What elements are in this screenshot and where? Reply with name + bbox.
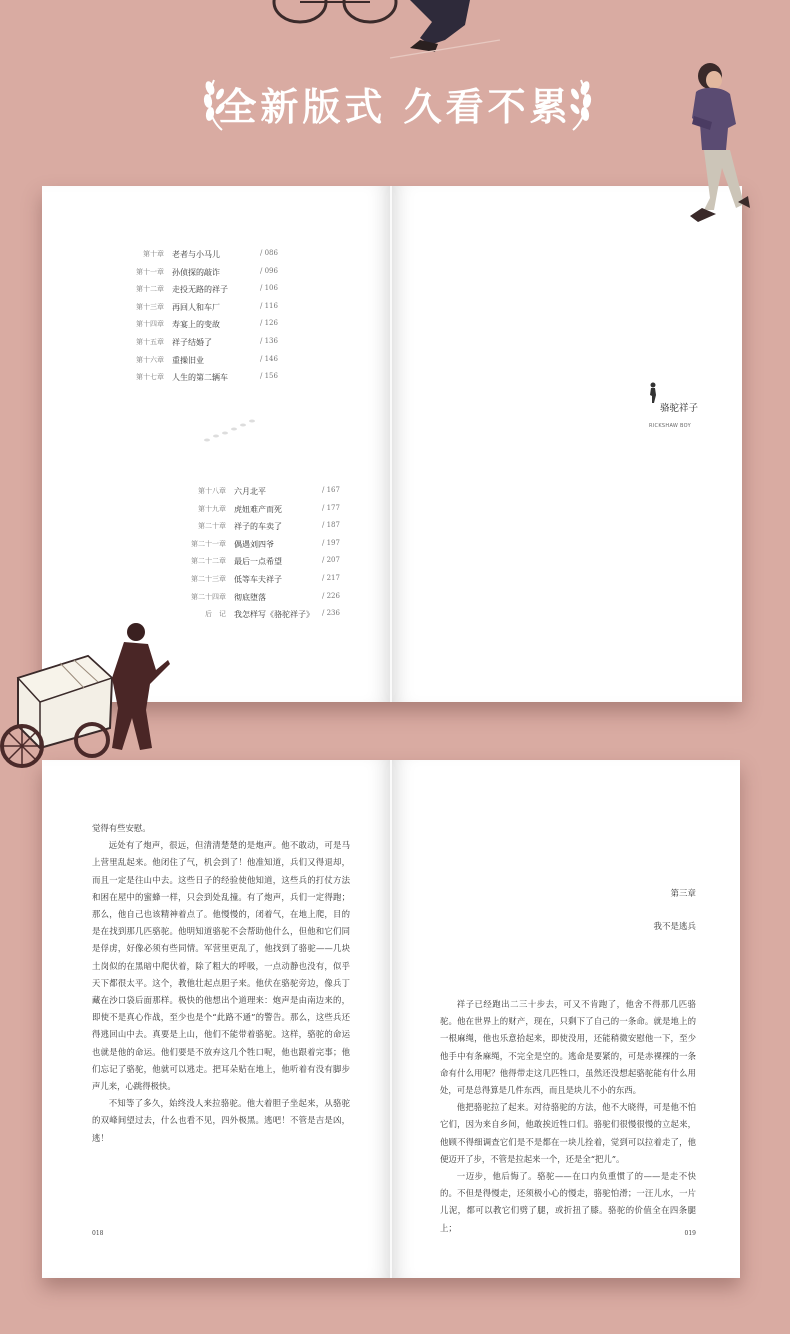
toc-row: [198, 521, 340, 532]
toc-row: [191, 591, 340, 603]
body-paragraph: 觉得有些安慰。: [92, 823, 151, 833]
rickshaw-cart-illustration: [0, 618, 175, 778]
toc-chapter-title: 老者与小马儿: [172, 250, 220, 259]
toc-row: [136, 354, 278, 366]
toc-chapter-number: 第二十章: [198, 522, 226, 531]
toc-chapter-title: 人生的第二辆车: [172, 373, 228, 383]
toc-page-number: / 236: [322, 609, 340, 618]
laurel-right-icon: [565, 74, 595, 134]
toc-row: [191, 574, 340, 585]
toc-chapter-number: 第十五章: [136, 338, 164, 346]
toc-chapter-number: 第十二章: [136, 285, 164, 294]
toc-page-number: / 177: [322, 503, 340, 512]
toc-row: [136, 284, 278, 295]
toc-chapter-title: 孙侦探的敲诈: [172, 267, 220, 277]
toc-chapter-number: 第十九章: [198, 504, 226, 513]
left-page-number: 018: [92, 1230, 104, 1237]
banner-title: 全新版式 久看不累: [218, 85, 572, 129]
toc-row: [143, 249, 278, 260]
toc-page-number: / 187: [322, 521, 340, 530]
toc-chapter-number: 第十七章: [136, 373, 164, 382]
toc-page-number: / 167: [322, 486, 340, 494]
left-page-text: [92, 820, 350, 1147]
book-subtitle: RICKSHAW BOY: [649, 423, 691, 429]
toc-chapter-title: 重操旧业: [172, 355, 204, 365]
toc-chapter-number: 第十三章: [136, 302, 164, 311]
toc-page-number: / 136: [260, 337, 278, 345]
text-left-page: [42, 760, 390, 1278]
toc-chapter-title: 我怎样写《骆驼祥子》: [234, 610, 314, 620]
toc-page-number: / 086: [260, 249, 278, 257]
toc-chapter-title: 祥子结婚了: [172, 338, 212, 347]
toc-chapter-number: 第十章: [143, 250, 164, 258]
toc-chapter-number: 后 记: [205, 610, 226, 619]
toc-chapter-number: 第十六章: [136, 355, 164, 364]
toc-chapter-number: 第十四章: [136, 320, 164, 329]
toc-chapter-title: 偶遇刘四爷: [234, 539, 274, 549]
toc-row: [136, 372, 278, 383]
toc-row: [198, 503, 340, 515]
toc-chapter-title: 最后一点希望: [234, 557, 282, 567]
toc-chapter-number: 第十八章: [198, 487, 226, 495]
toc-page-number: / 096: [260, 266, 278, 275]
toc-chapter-title: 虎妞难产而死: [234, 504, 282, 514]
toc-chapter-title: 祥子的车卖了: [234, 522, 282, 532]
toc-chapter-number: 第二十三章: [191, 575, 226, 583]
toc-row: [136, 266, 278, 278]
rickshaw-puller-icon: [648, 382, 658, 404]
toc-chapter-title: 低等车夫祥子: [234, 575, 282, 584]
body-paragraph: 一迈步，他后悔了。骆驼——在口内负重惯了的——是走不快的。不但是得慢走，还须极小心的慢走，骆驼怕滑；一汪儿水，一片儿泥，都可以教它们劈了腿，或折扭了膝。骆驼的价值全在四条腿上；: [440, 1171, 696, 1233]
toc-row: [191, 556, 340, 567]
toc-page-number: / 217: [322, 574, 340, 582]
toc-row: [136, 337, 278, 348]
toc-chapter-number: 第十一章: [136, 267, 164, 276]
toc-page-number: / 106: [260, 284, 278, 293]
toc-chapter-title: 彻底堕落: [234, 592, 266, 602]
body-paragraph: 祥子已经跑出二三十步去，可又不肯跑了，他舍不得那几匹骆驼。他在世界上的财产，现在，只剩下了自己的一条命。就是地上的一根麻绳，他也乐意拾起来，即使没用，还能稍微安慰他一下，至少他手中有条麻绳，不完全是空的。逃命是要紧的，可是赤裸裸的一条命有什么用呢？他得带走这几匹牲口，虽然还没想起骆驼能有什么用处，可是总得算是几件东西，而且是块儿不小的东西。: [440, 999, 696, 1096]
toc-chapter-title: 六月北平: [234, 487, 266, 496]
toc-row: [136, 319, 278, 330]
toc-chapter-number: 第二十二章: [191, 557, 226, 566]
footprints-icon: [202, 414, 262, 444]
toc-chapter-title: 走投无路的祥子: [172, 285, 228, 295]
toc-chapter-number: 第二十一章: [191, 539, 226, 548]
toc-chapter-number: 第二十四章: [191, 592, 226, 601]
right-page-number: 019: [684, 1230, 696, 1237]
body-paragraph: 不知等了多久，始终没人来拉骆驼。他大着胆子坐起来，从骆驼的双峰间望过去，什么也看不见，四外极黑。逃吧！不管是吉是凶，逃！: [92, 1098, 350, 1143]
toc-page-number: / 207: [322, 556, 340, 565]
toc-page-number: / 116: [260, 301, 278, 310]
toc-row: [198, 486, 340, 497]
book-spread-text: [42, 760, 740, 1278]
text-right-page: [392, 760, 740, 1278]
toc-row: [136, 301, 278, 313]
walking-man-illustration: [688, 58, 758, 230]
right-page-text: [440, 996, 696, 1237]
toc-page-number: / 146: [260, 354, 278, 363]
body-paragraph: 他把骆驼拉了起来。对待骆驼的方法，他不大晓得，可是他不怕它们，因为来自乡间，他敢挨近牲口们。骆驼们很慢很慢的立起来，他顾不得细调查它们是不是都在一块儿拴着，觉到可以拉着走了，他便迈开了步，不管是拉起来一个，还是全“把儿”。: [440, 1102, 696, 1164]
toc-page-number: / 197: [322, 538, 340, 547]
chapter-title: 我不是逃兵: [653, 922, 696, 932]
toc-page-number: / 126: [260, 319, 278, 328]
toc-page-number: / 226: [322, 591, 340, 600]
toc-page-number: / 156: [260, 372, 278, 381]
book-title: 骆驼祥子: [660, 403, 699, 414]
body-paragraph: 远处有了炮声，很远，但清清楚楚的是炮声。他不敢动，可是马上营里乱起来。他闭住了气，机会到了！他准知道，兵们又得退却，而且一定是往山中去。这些日子的经验使他知道，这些兵的打仗方法和困在屋中的蜜蜂一样，只会到处乱撞。有了炮声，兵们一定得跑；那么，他自己也该精神着点了。他慢慢的，闭着气，在地上爬，目的是在找到那几匹骆驼。他明知道骆驼不会帮助他什么，但他和它们同是俘虏，好像必须有些同情。军营里更乱了，他找到了骆驼——几块土岗似的在黑暗中爬伏着，除了粗大的呼吸，一点动静也没有，似乎天下都很太平。这个，教他壮起点胆子来。他伏在骆驼旁边，像兵丁藏在沙口袋后面那样。极快的他想出个道理来：炮声是由南边来的，即使不是真心作战，至少也是个“此路不通”的警告。那么，这些兵还得逃回山中去。真要是上山，他们不能带着骆驼。这样，骆驼的命运也就是他的命运。他们要是不放弃这几个牲口呢，他也跟着完事；他们忘记了骆驼，他就可以逃走。把耳朵贴在地上，他听着有没有脚步声儿来，心跳得极快。: [92, 840, 350, 1092]
chapter-label: 第三章: [670, 889, 696, 899]
bicycle-illustration: [270, 0, 510, 60]
title-right-page: [392, 186, 742, 702]
toc-row: [191, 538, 340, 550]
toc-chapter-title: 寿宴上的变故: [172, 320, 220, 330]
toc-row: [205, 609, 340, 620]
toc-chapter-title: 再回人和车厂: [172, 302, 220, 312]
